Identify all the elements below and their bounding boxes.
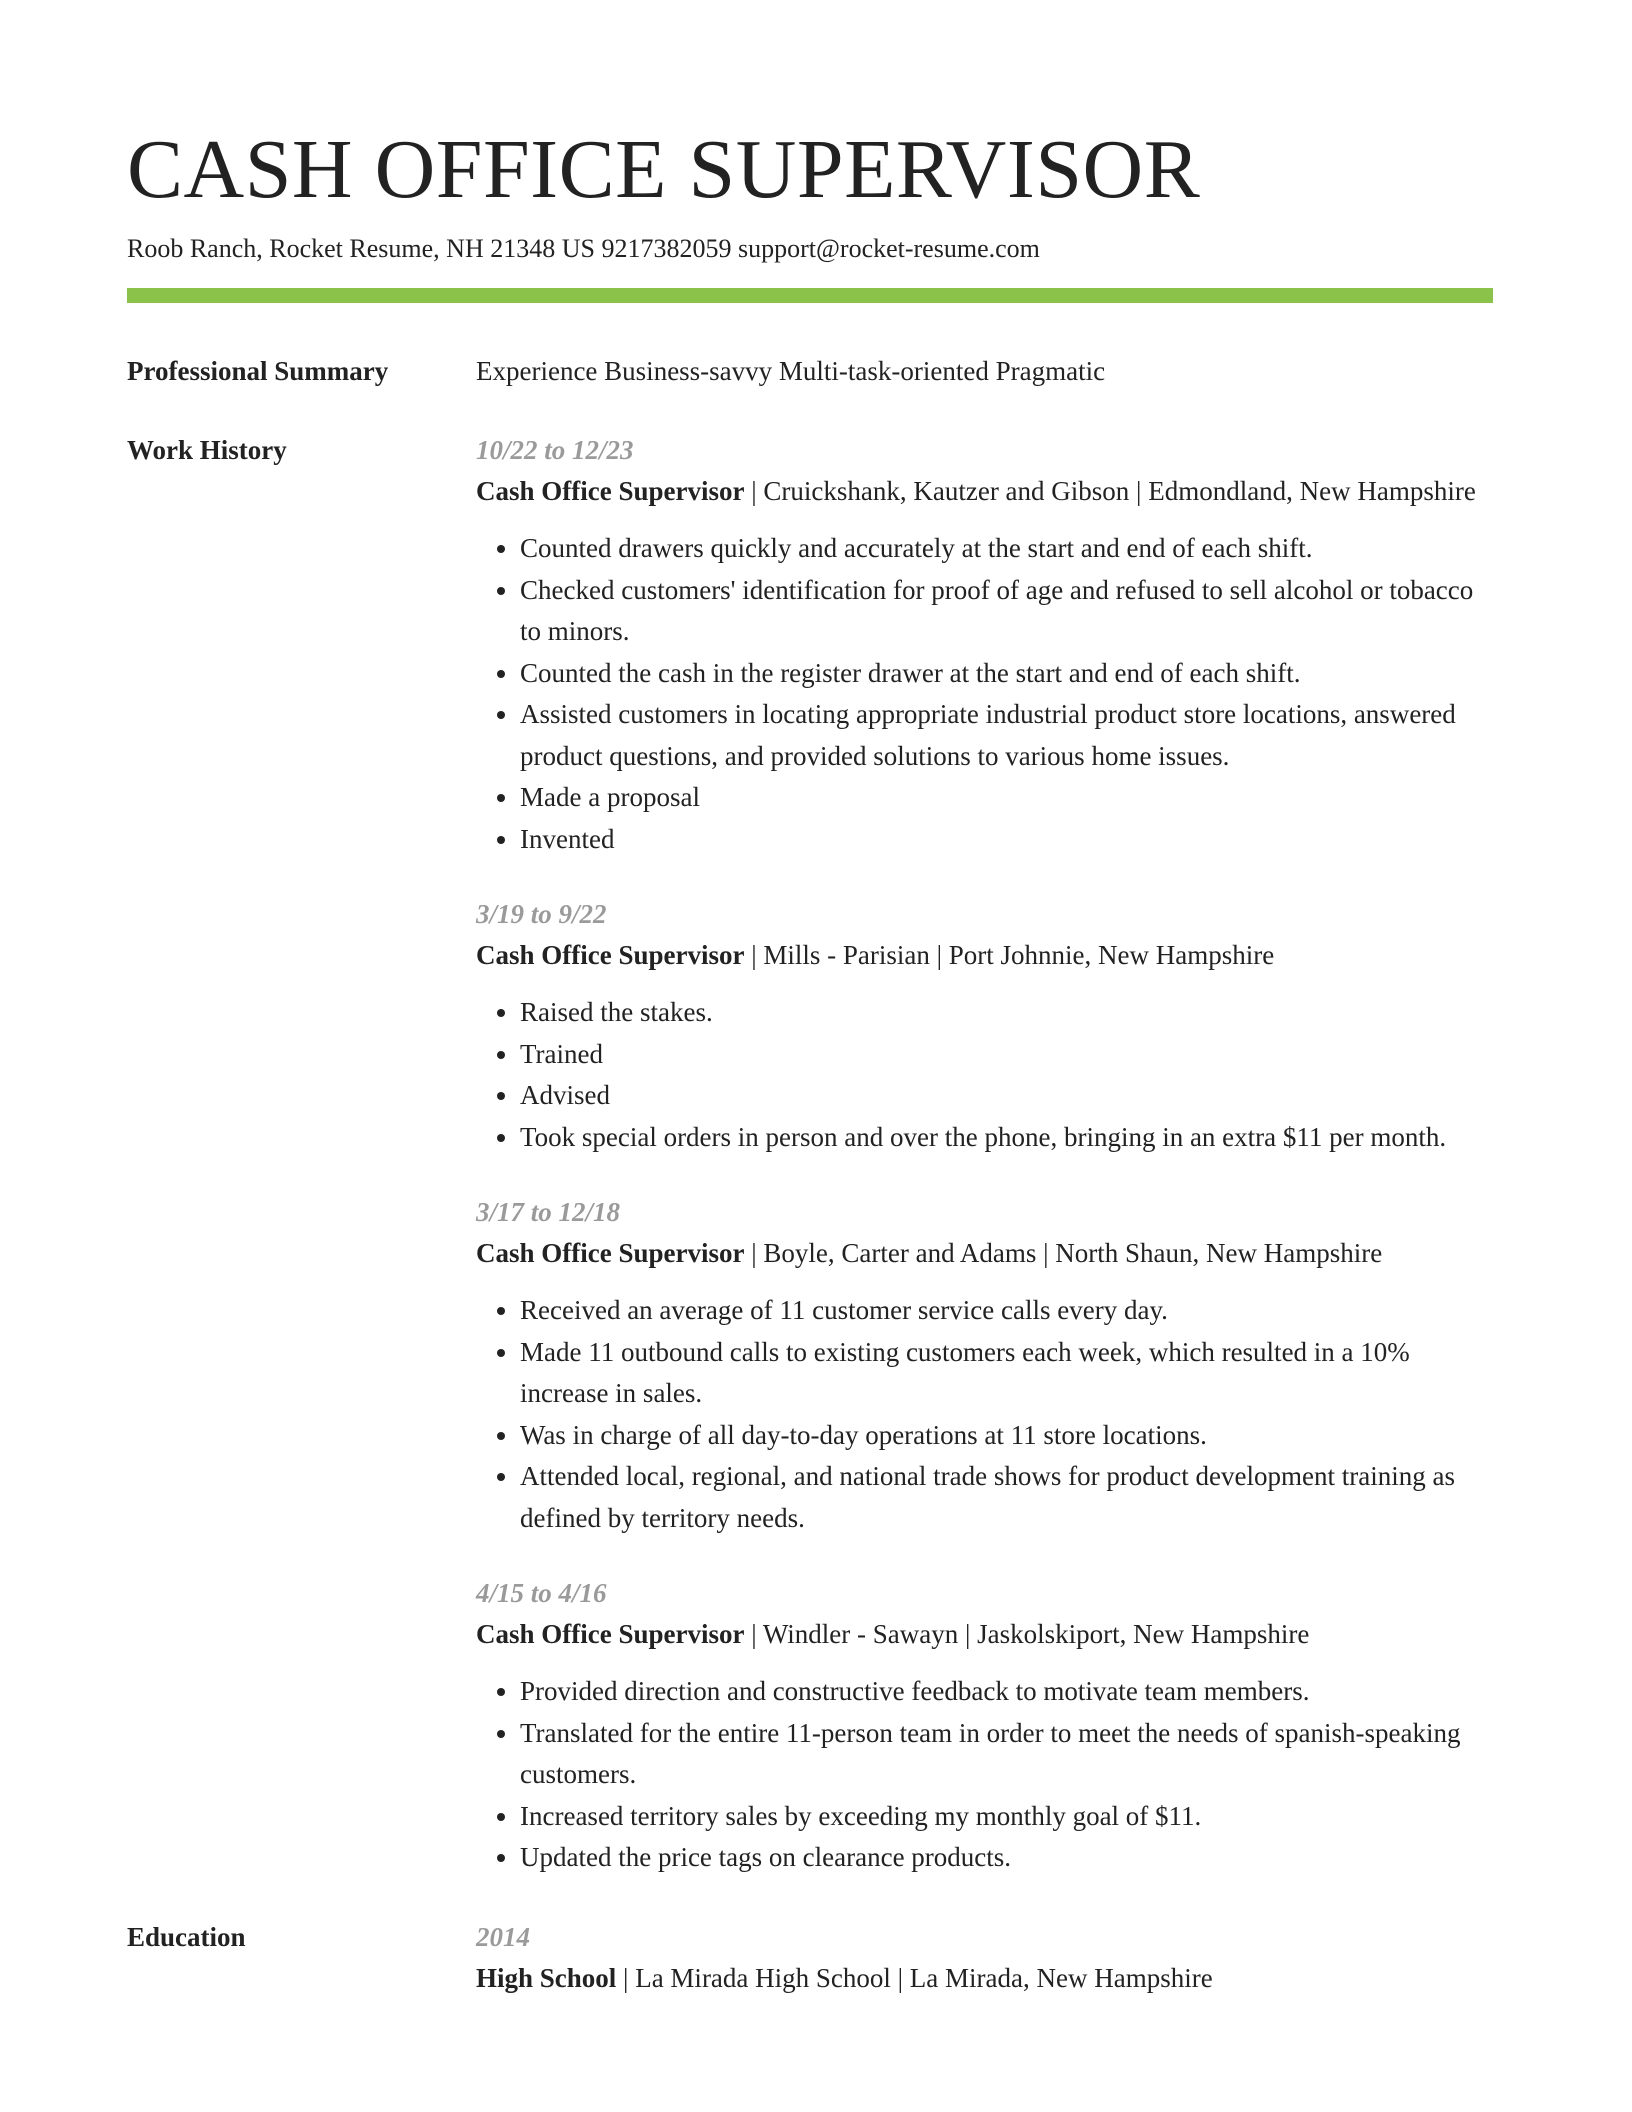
work-entry-date: 10/22 to 12/23 xyxy=(476,435,634,465)
bullet-item: • Translated for the entire 11-person team in order to meet the needs of spanish-speaking customers. xyxy=(520,1713,1493,1796)
contact-line: Roob Ranch, Rocket Resume, NH 21348 US 9217382059 support@rocket-resume.com xyxy=(127,234,1040,263)
job-title: Cash Office Supervisor xyxy=(476,1238,745,1268)
work-entry-bullets xyxy=(476,992,1493,1158)
bullet-item: • Checked customers' identification for proof of age and refused to sell alcohol or tobacco to minors. xyxy=(520,570,1493,653)
bullet-item: • Provided direction and constructive feedback to motivate team members. xyxy=(520,1671,1493,1713)
professional-summary-section xyxy=(127,351,1493,392)
bullet-item: • Trained xyxy=(520,1034,1493,1076)
bullet-item: • Advised xyxy=(520,1075,1493,1117)
work-entry xyxy=(476,430,1493,860)
bullet-item: • Raised the stakes. xyxy=(520,992,1493,1034)
employer-details: | Mills - Parisian | Port Johnnie, New Hampshire xyxy=(744,940,1275,970)
job-title: Cash Office Supervisor xyxy=(476,940,745,970)
employer-details: | Boyle, Carter and Adams | North Shaun, New Hampshire xyxy=(744,1238,1383,1268)
work-history-list xyxy=(476,430,1493,1879)
job-title: Cash Office Supervisor xyxy=(476,1619,745,1649)
section-label-summary: Professional Summary xyxy=(127,356,389,386)
work-entry xyxy=(476,1192,1493,1539)
resume-page xyxy=(127,120,1493,1999)
resume-title: CASH OFFICE SUPERVISOR xyxy=(127,123,1201,216)
employer-details: | Windler - Sawayn | Jaskolskiport, New Hampshire xyxy=(744,1619,1310,1649)
summary-text: Experience Business-savvy Multi-task-oriented Pragmatic xyxy=(476,356,1106,386)
bullet-item: • Received an average of 11 customer service calls every day. xyxy=(520,1290,1493,1332)
bullet-item: • Attended local, regional, and national trade shows for product development training as defined by territory needs. xyxy=(520,1456,1493,1539)
section-label-education: Education xyxy=(127,1921,246,1952)
header-divider xyxy=(127,288,1493,303)
work-history-section xyxy=(127,430,1493,1879)
work-entry-heading xyxy=(476,935,1493,976)
education-entry-heading xyxy=(476,1958,1493,1999)
employer-details: | Cruickshank, Kautzer and Gibson | Edmondland, New Hampshire xyxy=(744,476,1476,506)
work-entry xyxy=(476,894,1493,1158)
education-section xyxy=(127,1917,1493,1999)
bullet-item: • Counted drawers quickly and accurately at the start and end of each shift. xyxy=(520,528,1493,570)
work-entry-bullets xyxy=(476,1290,1493,1539)
bullet-item: • Increased territory sales by exceeding my monthly goal of $11. xyxy=(520,1796,1493,1838)
education-entry-date: 2014 xyxy=(476,1921,530,1952)
work-entry-date: 3/17 to 12/18 xyxy=(476,1197,621,1227)
bullet-item: • Counted the cash in the register drawer at the start and end of each shift. xyxy=(520,653,1493,695)
education-entry xyxy=(476,1917,1493,1999)
work-entry-date: 4/15 to 4/16 xyxy=(476,1578,607,1608)
work-entry-heading xyxy=(476,1233,1493,1274)
section-label-work-history: Work History xyxy=(127,435,287,465)
bullet-item: • Updated the price tags on clearance products. xyxy=(520,1837,1493,1879)
work-entry xyxy=(476,1573,1493,1879)
education-list xyxy=(476,1917,1493,1999)
degree-title: High School xyxy=(476,1962,617,1993)
work-entry-heading xyxy=(476,1614,1493,1655)
bullet-item: • Assisted customers in locating appropriate industrial product store locations, answered product questions, and provided solutions to various home issues. xyxy=(520,694,1493,777)
work-entry-bullets xyxy=(476,528,1493,860)
bullet-item: • Made 11 outbound calls to existing customers each week, which resulted in a 10% increase in sales. xyxy=(520,1332,1493,1415)
school-details: | La Mirada High School | La Mirada, New Hampshire xyxy=(616,1962,1213,1993)
bullet-item: • Was in charge of all day-to-day operations at 11 store locations. xyxy=(520,1415,1493,1457)
work-entry-heading xyxy=(476,471,1493,512)
bullet-item: • Took special orders in person and over the phone, bringing in an extra $11 per month. xyxy=(520,1117,1493,1159)
bullet-item: • Made a proposal xyxy=(520,777,1493,819)
work-entry-date: 3/19 to 9/22 xyxy=(476,899,607,929)
job-title: Cash Office Supervisor xyxy=(476,476,745,506)
work-entry-bullets xyxy=(476,1671,1493,1879)
bullet-item: • Invented xyxy=(520,819,1493,861)
